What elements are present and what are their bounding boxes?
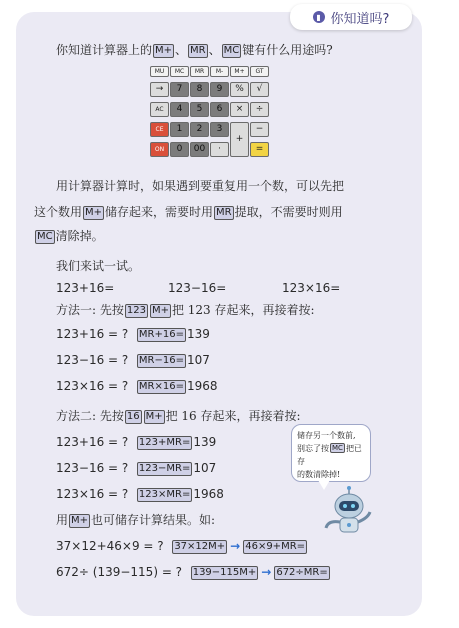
calc-key: 9 bbox=[210, 82, 229, 97]
calc-key: AC bbox=[150, 102, 169, 117]
calc-key: = bbox=[250, 142, 269, 157]
key-sequence: 139−115M+ bbox=[192, 567, 257, 578]
calc-key: + bbox=[230, 122, 249, 157]
bubble-text: 把已存 bbox=[297, 444, 362, 466]
m2-expr: 123+16 = ? bbox=[56, 435, 129, 449]
calc-key: M+ bbox=[230, 66, 249, 77]
para-text: 这个数用 bbox=[34, 205, 83, 219]
intro-text: 你知道计算器上的 bbox=[56, 43, 153, 57]
para-text: 储存起来，需要时用 bbox=[105, 205, 214, 219]
calc-key: 8 bbox=[190, 82, 209, 97]
m1-row bbox=[56, 378, 218, 394]
para1-line1: 用计算器计算时，如果遇到要重复用一个数，可以先把 bbox=[56, 179, 345, 193]
m1-expr: 123−16 = ? bbox=[56, 353, 129, 367]
m2-result: 139 bbox=[193, 435, 217, 449]
key-sequence: 37×12M+ bbox=[174, 541, 226, 552]
key-sequence: 123×MR= bbox=[138, 489, 191, 500]
example-expr: 672÷ (139−115) = ? bbox=[56, 565, 183, 579]
robot-icon bbox=[318, 484, 378, 536]
calc-key: CE bbox=[150, 122, 169, 137]
m1-expr: 123+16 = ? bbox=[56, 327, 129, 341]
m1-expr: 123×16 = ? bbox=[56, 379, 129, 393]
para-text: 清除掉。 bbox=[55, 229, 104, 243]
key-m-plus: M+ bbox=[145, 411, 163, 422]
example-row bbox=[56, 564, 331, 580]
calc-key: √ bbox=[250, 82, 269, 97]
problem: 123+16= bbox=[56, 281, 115, 295]
m1-result: 139 bbox=[186, 327, 210, 341]
bubble-line bbox=[297, 442, 365, 468]
key-sequence: 16 bbox=[126, 411, 140, 422]
calc-key: ON bbox=[150, 142, 169, 157]
usage-text: 也可储存计算结果。如: bbox=[91, 513, 216, 527]
arrow-right-icon: → bbox=[261, 565, 272, 579]
tab-label: 你知道吗? bbox=[330, 11, 390, 27]
calc-key: × bbox=[230, 102, 249, 117]
method-text: 把 123 存起来，再接着按: bbox=[171, 303, 315, 317]
m1-row bbox=[56, 352, 210, 368]
speech-bubble bbox=[291, 424, 371, 482]
key-sequence: MR×16= bbox=[138, 381, 184, 392]
bubble-line: 的数清除掉! bbox=[297, 470, 341, 479]
m2-row bbox=[56, 434, 216, 450]
calc-key: ÷ bbox=[250, 102, 269, 117]
method1-line bbox=[56, 302, 315, 318]
bubble-text: 别忘了按 bbox=[297, 444, 329, 453]
calc-key: 00 bbox=[190, 142, 209, 157]
try-heading: 我们来试一试。 bbox=[56, 259, 141, 273]
m2-expr: 123×16 = ? bbox=[56, 487, 129, 501]
method2-line bbox=[56, 408, 301, 424]
key-sequence: 46×9+MR= bbox=[245, 541, 306, 552]
calc-key: 5 bbox=[190, 102, 209, 117]
calc-key: GT bbox=[250, 66, 269, 77]
key-sequence: 672÷MR= bbox=[276, 567, 328, 578]
example-row bbox=[56, 538, 308, 554]
intro-text: 键有什么用途吗? bbox=[242, 43, 333, 57]
key-sequence: MR+16= bbox=[138, 329, 184, 340]
method-text: 把 16 存起来，再接着按: bbox=[165, 409, 301, 423]
key-sequence: 123 bbox=[126, 305, 146, 316]
intro-sep: 、 bbox=[208, 43, 221, 57]
calculator-illustration bbox=[150, 66, 288, 166]
calc-key: − bbox=[250, 122, 269, 137]
usage-text: 用 bbox=[56, 513, 69, 527]
m2-expr: 123−16 = ? bbox=[56, 461, 129, 475]
key-mc: MC bbox=[223, 45, 240, 56]
calc-key: % bbox=[230, 82, 249, 97]
m2-result: 107 bbox=[193, 461, 217, 475]
key-sequence: 123−MR= bbox=[138, 463, 191, 474]
calc-key: 2 bbox=[190, 122, 209, 137]
arrow-right-icon: → bbox=[230, 539, 241, 553]
calc-key: M- bbox=[210, 66, 229, 77]
key-sequence: 123+MR= bbox=[138, 437, 191, 448]
m2-result: 1968 bbox=[193, 487, 224, 501]
key-mc: MC bbox=[37, 231, 53, 242]
m2-row bbox=[56, 460, 216, 476]
para-text: 提取，不需要时则用 bbox=[234, 205, 343, 219]
calc-key: 1 bbox=[170, 122, 189, 137]
key-mr: MR bbox=[190, 45, 206, 56]
example-expr: 37×12+46×9 = ? bbox=[56, 539, 164, 553]
calc-key: → bbox=[150, 82, 169, 97]
did-you-know-tab bbox=[290, 4, 412, 30]
problem: 123−16= bbox=[168, 281, 227, 295]
usage-line bbox=[56, 512, 215, 528]
para1-line2 bbox=[34, 204, 343, 220]
m2-row bbox=[56, 486, 224, 502]
m1-result: 1968 bbox=[186, 379, 218, 393]
key-sequence: MR−16= bbox=[138, 355, 184, 366]
key-m-plus: M+ bbox=[85, 207, 103, 218]
calc-key: MR bbox=[190, 66, 209, 77]
calc-key: MU bbox=[150, 66, 169, 77]
method-text: 方法二: 先按 bbox=[56, 409, 124, 423]
key-mc: MC bbox=[332, 444, 343, 452]
key-mr: MR bbox=[216, 207, 232, 218]
calc-key: 3 bbox=[210, 122, 229, 137]
calc-key: 0 bbox=[170, 142, 189, 157]
key-m-plus: M+ bbox=[155, 45, 173, 56]
m1-result: 107 bbox=[186, 353, 210, 367]
calc-key: MC bbox=[170, 66, 189, 77]
bubble-line: 储存另一个数前, bbox=[297, 431, 356, 440]
info-chart-icon: ▮ bbox=[313, 11, 325, 23]
m1-row bbox=[56, 326, 210, 342]
problem: 123×16= bbox=[282, 281, 341, 295]
calc-key: 7 bbox=[170, 82, 189, 97]
intro-sep: 、 bbox=[175, 43, 188, 57]
intro-line bbox=[56, 42, 333, 58]
calc-key: 6 bbox=[210, 102, 229, 117]
calc-key: · bbox=[210, 142, 229, 157]
key-m-plus: M+ bbox=[151, 305, 169, 316]
method-text: 方法一: 先按 bbox=[56, 303, 124, 317]
key-m-plus: M+ bbox=[71, 515, 89, 526]
para1-line3 bbox=[34, 228, 104, 244]
calc-key: 4 bbox=[170, 102, 189, 117]
